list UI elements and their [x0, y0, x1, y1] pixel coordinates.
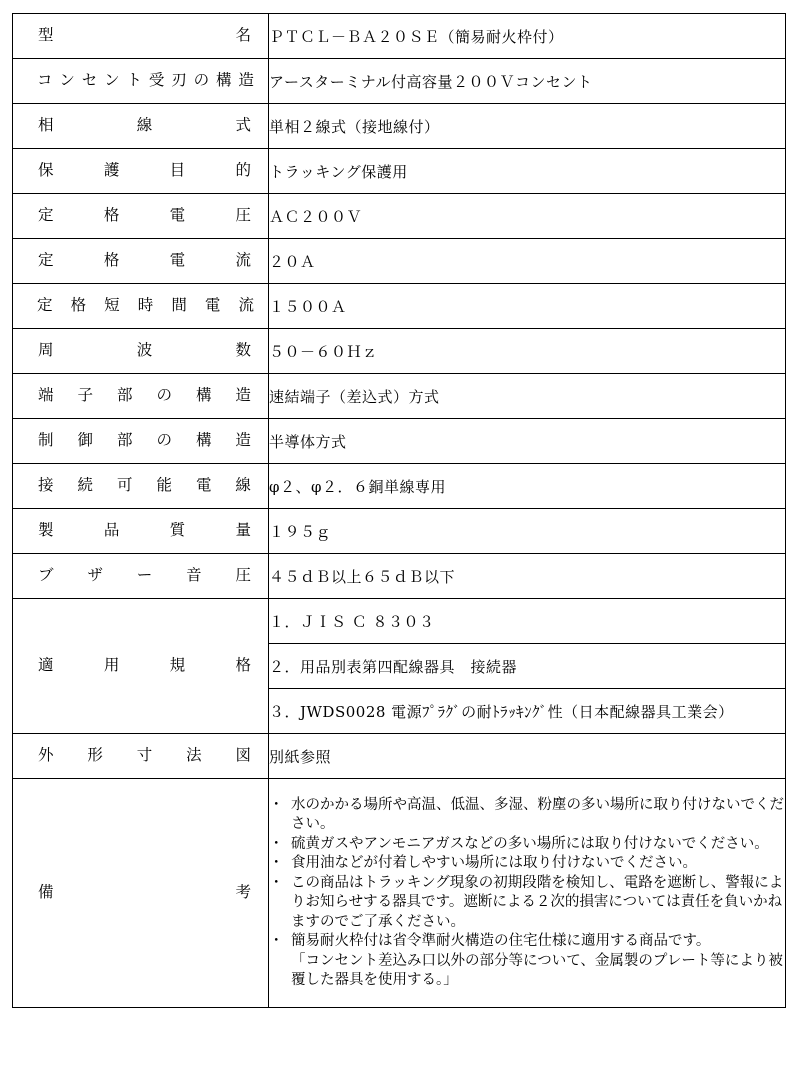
spec-label: [13, 748, 268, 764]
spec-value: ５０－６０Ｈｚ: [269, 329, 786, 374]
spec-row: [13, 284, 786, 329]
spec-label-char: 製: [38, 521, 54, 540]
spec-label-char: 目: [169, 161, 186, 180]
spec-label-char: 造: [238, 71, 254, 90]
spec-label-char: 流: [238, 296, 254, 315]
spec-label-char: 式: [235, 116, 251, 135]
spec-label-char: 時: [137, 296, 154, 315]
spec-label-char: 可: [116, 476, 133, 495]
spec-label-char: 造: [235, 431, 251, 450]
spec-label-char: ザ: [87, 566, 103, 585]
spec-label-char: 周: [38, 341, 54, 360]
spec-label-char: 接: [38, 476, 54, 495]
spec-row: [13, 239, 786, 284]
spec-label-char: 形: [87, 746, 103, 765]
spec-label-char: 保: [38, 161, 54, 180]
note-text: 硫黄ガスやアンモニアガスなどの多い場所には取り付けないでください。: [291, 835, 769, 852]
notes-list: [269, 796, 785, 991]
spec-label-char: 量: [235, 521, 251, 540]
spec-label-char: 波: [136, 341, 153, 360]
spec-label-char: 規: [169, 656, 186, 675]
spec-label-char: 質: [169, 521, 186, 540]
spec-label-char: 寸: [136, 746, 153, 765]
spec-label: [13, 658, 268, 674]
spec-label: [13, 343, 268, 359]
spec-row: [13, 329, 786, 374]
spec-label: [13, 568, 268, 584]
spec-label-cell: [13, 779, 269, 1008]
spec-label-cell: [13, 284, 269, 329]
note-text: この商品はトラッキング現象の初期段階を検知し、電路を遮断し、警報によりお知らせする器具です。遮断による２次的損害については責任を負いかねますのでご了承ください。: [291, 874, 784, 930]
spec-label-char: 図: [235, 746, 251, 765]
spec-row: [13, 149, 786, 194]
spec-label-char: 受: [148, 71, 165, 90]
spec-label-cell: [13, 239, 269, 284]
spec-label-char: 用: [103, 656, 120, 675]
spec-label-char: 定: [38, 206, 54, 225]
spec-label-char: 構: [216, 71, 232, 90]
spec-row: [13, 59, 786, 104]
spec-label-char: の: [156, 431, 172, 450]
notes-row: [13, 779, 786, 1008]
spec-label-char: 外: [38, 746, 54, 765]
spec-label-char: 圧: [235, 206, 251, 225]
spec-label-char: 的: [235, 161, 251, 180]
spec-label-char: 考: [235, 883, 251, 902]
spec-label-cell: [13, 329, 269, 374]
spec-label-cell: [13, 374, 269, 419]
spec-label: [13, 163, 268, 179]
spec-label-char: 子: [77, 386, 93, 405]
spec-label-char: ブ: [38, 566, 54, 585]
spec-label-cell: [13, 149, 269, 194]
spec-label-char: 護: [103, 161, 120, 180]
spec-label-char: 品: [103, 521, 120, 540]
spec-label-char: 格: [103, 206, 120, 225]
note-text: 食用油などが付着しやすい場所には取り付けないでください。: [291, 855, 697, 871]
spec-label-char: 線: [136, 116, 153, 135]
spec-label-char: 構: [195, 386, 212, 405]
spec-row: [13, 194, 786, 239]
spec-value: アースターミナル付高容量２００Ｖコンセント: [269, 59, 786, 104]
spec-label-char: 間: [171, 296, 187, 315]
spec-label-cell: [13, 464, 269, 509]
spec-label-char: 流: [235, 251, 251, 270]
spec-label: [13, 28, 268, 44]
spec-label-char: 名: [235, 26, 251, 45]
spec-label-char: 電: [204, 296, 221, 315]
spec-label: [13, 208, 268, 224]
spec-label-char: 格: [70, 296, 87, 315]
spec-value: ＡＣ２００Ｖ: [269, 194, 786, 239]
spec-label-char: 能: [156, 476, 172, 495]
spec-value: トラッキング保護用: [269, 149, 786, 194]
spec-label-cell: [13, 734, 269, 779]
spec-value: １５００Ａ: [269, 284, 786, 329]
note-text: 水のかかる場所や高温、低温、多湿、粉塵の多い場所に取り付けないでください。: [291, 796, 784, 832]
dimensions-value: 別紙参照: [269, 734, 786, 779]
spec-label-char: 線: [235, 476, 251, 495]
bullet-icon: ・: [269, 933, 284, 949]
spec-label-char: 音: [186, 566, 202, 585]
spec-label-char: 格: [103, 251, 120, 270]
spec-label-char: 造: [235, 386, 251, 405]
standard-item: １．ＪＩＳ Ｃ ８３０３: [269, 599, 786, 644]
notes-cell: [269, 779, 786, 1008]
spec-label-char: 電: [195, 476, 212, 495]
spec-label-char: 型: [38, 26, 54, 45]
spec-label-char: ト: [126, 71, 143, 90]
spec-row: [13, 419, 786, 464]
note-subtext: 「コンセント差込み口以外の部分等について、金属製のプレート等により被覆した器具を使用する。」: [291, 952, 783, 988]
spec-label-cell: [13, 599, 269, 734]
spec-label-char: 圧: [235, 566, 251, 585]
spec-label-char: 法: [186, 746, 202, 765]
spec-label-char: ン: [59, 71, 75, 90]
note-item: [269, 874, 785, 933]
spec-table-body: [13, 14, 786, 1008]
spec-value: 単相２線式（接地線付）: [269, 104, 786, 149]
standards-row: [13, 599, 786, 644]
spec-label: [13, 478, 268, 494]
spec-label-cell: [13, 104, 269, 149]
spec-label-cell: [13, 14, 269, 59]
bullet-icon: ・: [269, 855, 284, 871]
spec-label-char: 部: [116, 386, 133, 405]
spec-label-char: 備: [38, 883, 54, 902]
spec-label-cell: [13, 419, 269, 464]
spec-row: [13, 374, 786, 419]
spec-value: ＰＴＣＬ－ＢＡ２０ＳＥ（簡易耐火枠付）: [269, 14, 786, 59]
spec-label-char: ー: [136, 566, 153, 585]
standard-item: ３．JWDS0028 電源ﾌﾟﾗｸﾞの耐ﾄﾗｯｷﾝｸﾞ性（日本配線器具工業会）: [269, 689, 786, 734]
dimensions-row: [13, 734, 786, 779]
spec-label-char: 部: [116, 431, 133, 450]
spec-label-char: の: [156, 386, 172, 405]
spec-label-char: 御: [77, 431, 93, 450]
spec-label-char: コ: [37, 71, 53, 90]
spec-label: [13, 433, 268, 449]
spec-label: [13, 73, 268, 89]
spec-value: ４５ｄＢ以上６５ｄＢ以下: [269, 554, 786, 599]
spec-label-char: 定: [37, 296, 53, 315]
spec-label-char: 構: [195, 431, 212, 450]
spec-label-char: 数: [235, 341, 251, 360]
spec-label: [13, 885, 268, 901]
spec-label: [13, 298, 268, 314]
spec-label-char: 刃: [171, 71, 187, 90]
spec-label: [13, 523, 268, 539]
spec-label-cell: [13, 554, 269, 599]
spec-label-char: 続: [77, 476, 93, 495]
note-item: [269, 835, 785, 855]
bullet-icon: ・: [269, 835, 284, 852]
spec-label-cell: [13, 509, 269, 554]
spec-label-char: 制: [38, 431, 54, 450]
spec-label: [13, 253, 268, 269]
spec-label: [13, 118, 268, 134]
spec-row: [13, 104, 786, 149]
spec-label-char: 格: [235, 656, 251, 675]
spec-table: [12, 13, 786, 1008]
spec-label-char: 電: [169, 206, 186, 225]
spec-row: [13, 464, 786, 509]
spec-label-char: 適: [38, 656, 54, 675]
spec-label-char: セ: [81, 71, 98, 90]
note-item: [269, 932, 785, 991]
note-text: 簡易耐火枠付は省令準耐火構造の住宅仕様に適用する商品です。: [291, 933, 711, 949]
note-item: [269, 796, 785, 835]
spec-label: [13, 388, 268, 404]
bullet-icon: ・: [269, 874, 284, 891]
spec-label-char: 定: [38, 251, 54, 270]
spec-row: [13, 14, 786, 59]
spec-row: [13, 554, 786, 599]
note-item: [269, 854, 785, 874]
spec-label-cell: [13, 194, 269, 239]
spec-value: １９５ｇ: [269, 509, 786, 554]
spec-label-char: の: [193, 71, 210, 90]
spec-value: 半導体方式: [269, 419, 786, 464]
spec-label-cell: [13, 59, 269, 104]
spec-label-char: 端: [38, 386, 54, 405]
spec-label-char: 相: [38, 116, 54, 135]
spec-label-char: 電: [169, 251, 186, 270]
spec-label-char: ン: [104, 71, 120, 90]
spec-label-char: 短: [104, 296, 120, 315]
spec-row: [13, 509, 786, 554]
bullet-icon: ・: [269, 796, 284, 813]
spec-value: φ２、φ２．６銅単線専用: [269, 464, 786, 509]
standard-item: ２．用品別表第四配線器具 接続器: [269, 644, 786, 689]
spec-value: 速結端子（差込式）方式: [269, 374, 786, 419]
spec-value: ２０Ａ: [269, 239, 786, 284]
